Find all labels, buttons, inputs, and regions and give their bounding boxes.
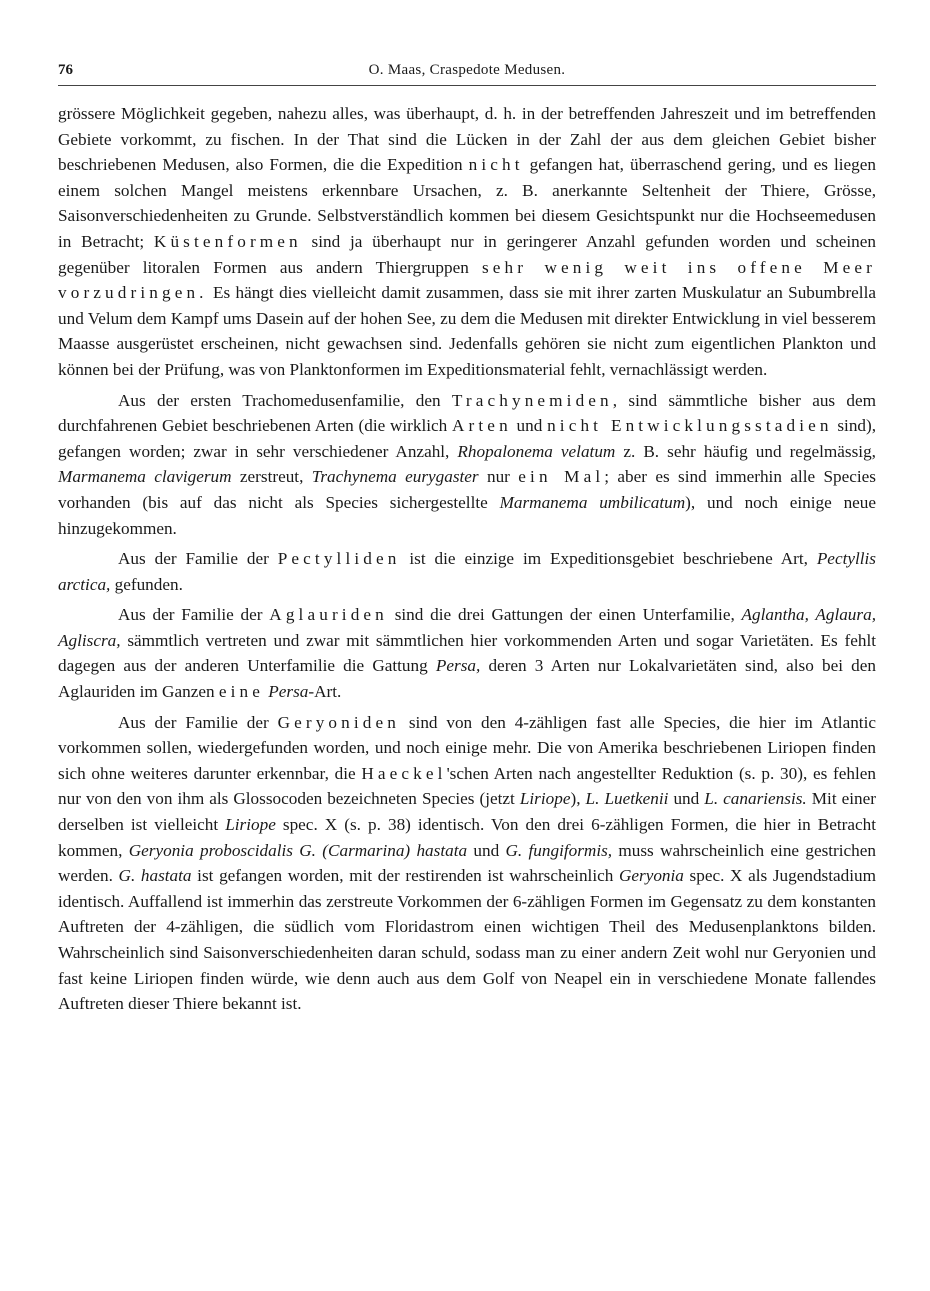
italic-text: L. canariensis. — [704, 789, 807, 809]
italic-text: Liriope — [519, 789, 571, 809]
italic-text: Trachynema eurygaster — [311, 467, 479, 487]
text-run: sämmtlich vertreten und zwar mit sämmtlichen hier vorkommenden Arten und sogar Varietäten. Es fehlt dagegen aus der anderen Unterfamilie die Gattung — [58, 630, 876, 676]
header-rule — [58, 85, 876, 86]
paragraph — [58, 710, 876, 1017]
text-run: ist die einzige im Expeditionsgebiet beschriebene Art, — [400, 549, 817, 569]
italic-text: Geryonia proboscidalis G. (Carmarina) hastata — [128, 840, 468, 860]
spaced-text: Pectylliden — [277, 549, 401, 569]
text-run: spec. X als Jugendstadium identisch. Auffallend ist immerhin das zerstreute Vorkommen der 6-zähligen Formen im Gegensatz zu dem konstanten Auftreten der 4-zähligen, die südlich vom Floridastrom einen wichtigen Theil des Medusenplanktons bilden. Wahrscheinlich sind Saisonverschiedenheiten daran schuld, sodass man zu einer andern Zeit wohl nur Geryonien und fast keine Liriopen finden würde, wie denn auch aus dem Golf von Neapel ein in verschiedene Monate fallendes Auftreten dieser Thiere bekannt ist. — [58, 866, 876, 1014]
italic-text: Marmanema umbilicatum — [499, 492, 686, 512]
running-head: O. Maas, Craspedote Medusen. — [368, 62, 566, 78]
italic-text: G. hastata — [118, 866, 192, 886]
paragraph — [58, 101, 876, 383]
text-run: Mit einer derselben ist vielleicht — [58, 789, 877, 835]
text-run: und — [467, 840, 506, 860]
text-run: gefangen hat, überraschend gering, und es liegen einem solchen Mangel meistens erkennbare Ursachen, z. B. anerkannte Seltenheit der Thiere, Grösse, Saisonverschiedenheiten zu Grunde. Selbstverständlich kommen bei diesem Gesichtspunkt nur die Hochseemedusen in Betracht; — [58, 155, 876, 251]
text-run: ; aber es sind immerhin alle Species vorhanden (bis auf das nicht als Species sichergestellte — [58, 467, 876, 512]
text-run: gefunden. — [110, 574, 183, 594]
text-run: und — [668, 789, 705, 809]
text-run: Aus der ersten Trachomedusenfamilie, den — [118, 390, 452, 410]
italic-text: Persa — [268, 682, 309, 702]
text-run: sind von den 4-zähligen fast alle Species, die hier im Atlantic vorkommen sollen, wiedergefunden worden, und noch einige mehr. Die von Amerika beschriebenen Liriopen finden sich ohne weiteres darunter erkennbar, die — [58, 712, 876, 783]
italic-text: G. fungiformis, — [505, 840, 613, 860]
text-run: sind ja überhaupt nur in geringerer Anzahl gefunden worden und scheinen gegenüber litoralen Formen aus andern Thiergruppen — [58, 231, 876, 277]
text-run: Es hängt dies vielleicht damit zusammen, dass sie mit ihrer zarten Muskulatur an Subumbrella und Velum dem Kampf ums Dasein auf der hohen See, zu dem die Medusen mit direkter Entwicklung in viel besserem Maasse ausgerüstet erscheinen, nicht gewachsen sind. Jedenfalls gehören sie nicht zum eigentlichen Plankton und können bei der Prüfung, was von Planktonformen im Expeditionsmaterial fehlt, vernachlässigt werden. — [58, 283, 876, 379]
text-run: zerstreut, — [231, 467, 312, 487]
text-run: nur — [478, 467, 519, 487]
text-run: sind), gefangen worden; zwar in sehr verschiedener Anzahl, — [58, 416, 877, 461]
page-header — [58, 62, 876, 84]
spaced-text: ein Mal — [518, 467, 605, 487]
text-run: grössere Möglichkeit gegeben, nahezu alles, was überhaupt, d. h. in der betreffenden Jahreszeit und im betreffenden Gebiete vorkommt, zu fischen. In der That sind die Lücken in der Zahl der aus dem gleichen Gebiet bisher beschriebenen Medusen, also Formen, die die Expedition — [58, 104, 876, 175]
text-run: Aus der Familie der — [118, 549, 278, 569]
text-run: -Art. — [308, 682, 342, 702]
text-run: spec. X (s. p. 38) identisch. Von den drei 6-zähligen Formen, die hier in Betracht kommen, — [58, 815, 877, 860]
spaced-text: Arten — [452, 416, 512, 436]
spaced-text: nicht Entwicklungsstadien — [547, 416, 833, 436]
spaced-text: sehr wenig weit ins offene Meer vorzudringen. — [58, 257, 876, 303]
text-run: deren 3 Arten nur Lokalvarietäten sind, also bei den Aglauriden im Ganzen — [58, 656, 876, 702]
spaced-text: Trachynemiden — [451, 390, 613, 410]
text-run: Aus der Familie der — [118, 605, 270, 625]
text-run: ist gefangen worden, mit der restirenden ist wahrscheinlich — [191, 866, 619, 886]
spaced-text: eine — [218, 682, 264, 702]
text-run: muss wahrscheinlich eine gestrichen werden. — [58, 840, 876, 886]
paragraph — [58, 602, 876, 704]
italic-text: Geryonia — [618, 866, 684, 886]
text-run: , sind sämmtliche bisher aus dem durchfahrenen Gebiet beschriebenen Arten (die wirklich — [58, 390, 876, 436]
spaced-text: Aglauriden — [269, 605, 388, 625]
text-run: ), und noch einige neue hinzugekommen. — [58, 492, 877, 538]
italic-text: Aglantha, Aglaura, Agliscra, — [58, 605, 876, 650]
spaced-text: Geryoniden — [277, 712, 400, 732]
italic-text: Rhopalonema velatum — [457, 441, 616, 461]
italic-text: Persa, — [435, 656, 481, 676]
text-run: sind die drei Gattungen der einen Unterfamilie, — [387, 605, 742, 625]
italic-text: Liriope — [225, 815, 276, 835]
body-text — [58, 101, 876, 1017]
text-run: z. B. sehr häufig und regelmässig, — [615, 441, 876, 461]
text-run: ), — [570, 789, 586, 809]
italic-text: Marmanema clavigerum — [58, 467, 232, 487]
text-run: Aus der Familie der — [118, 712, 278, 732]
italic-text: L. Luetkenii — [585, 789, 669, 809]
paragraph — [58, 546, 876, 597]
spaced-text: Küstenformen — [153, 231, 302, 251]
text-run: 'schen Arten nach angestellter Reduktion (s. p. 30), es fehlen nur von den von ihm als Glossocoden bezeichneten Species (jetzt — [58, 763, 876, 809]
italic-text: Pectyllis arctica, — [58, 549, 876, 594]
text-run: und — [511, 416, 548, 436]
spaced-text: Haeckel — [361, 763, 447, 783]
spaced-text: nicht — [468, 155, 524, 175]
page-number: 76 — [58, 62, 73, 78]
paragraph — [58, 388, 876, 542]
